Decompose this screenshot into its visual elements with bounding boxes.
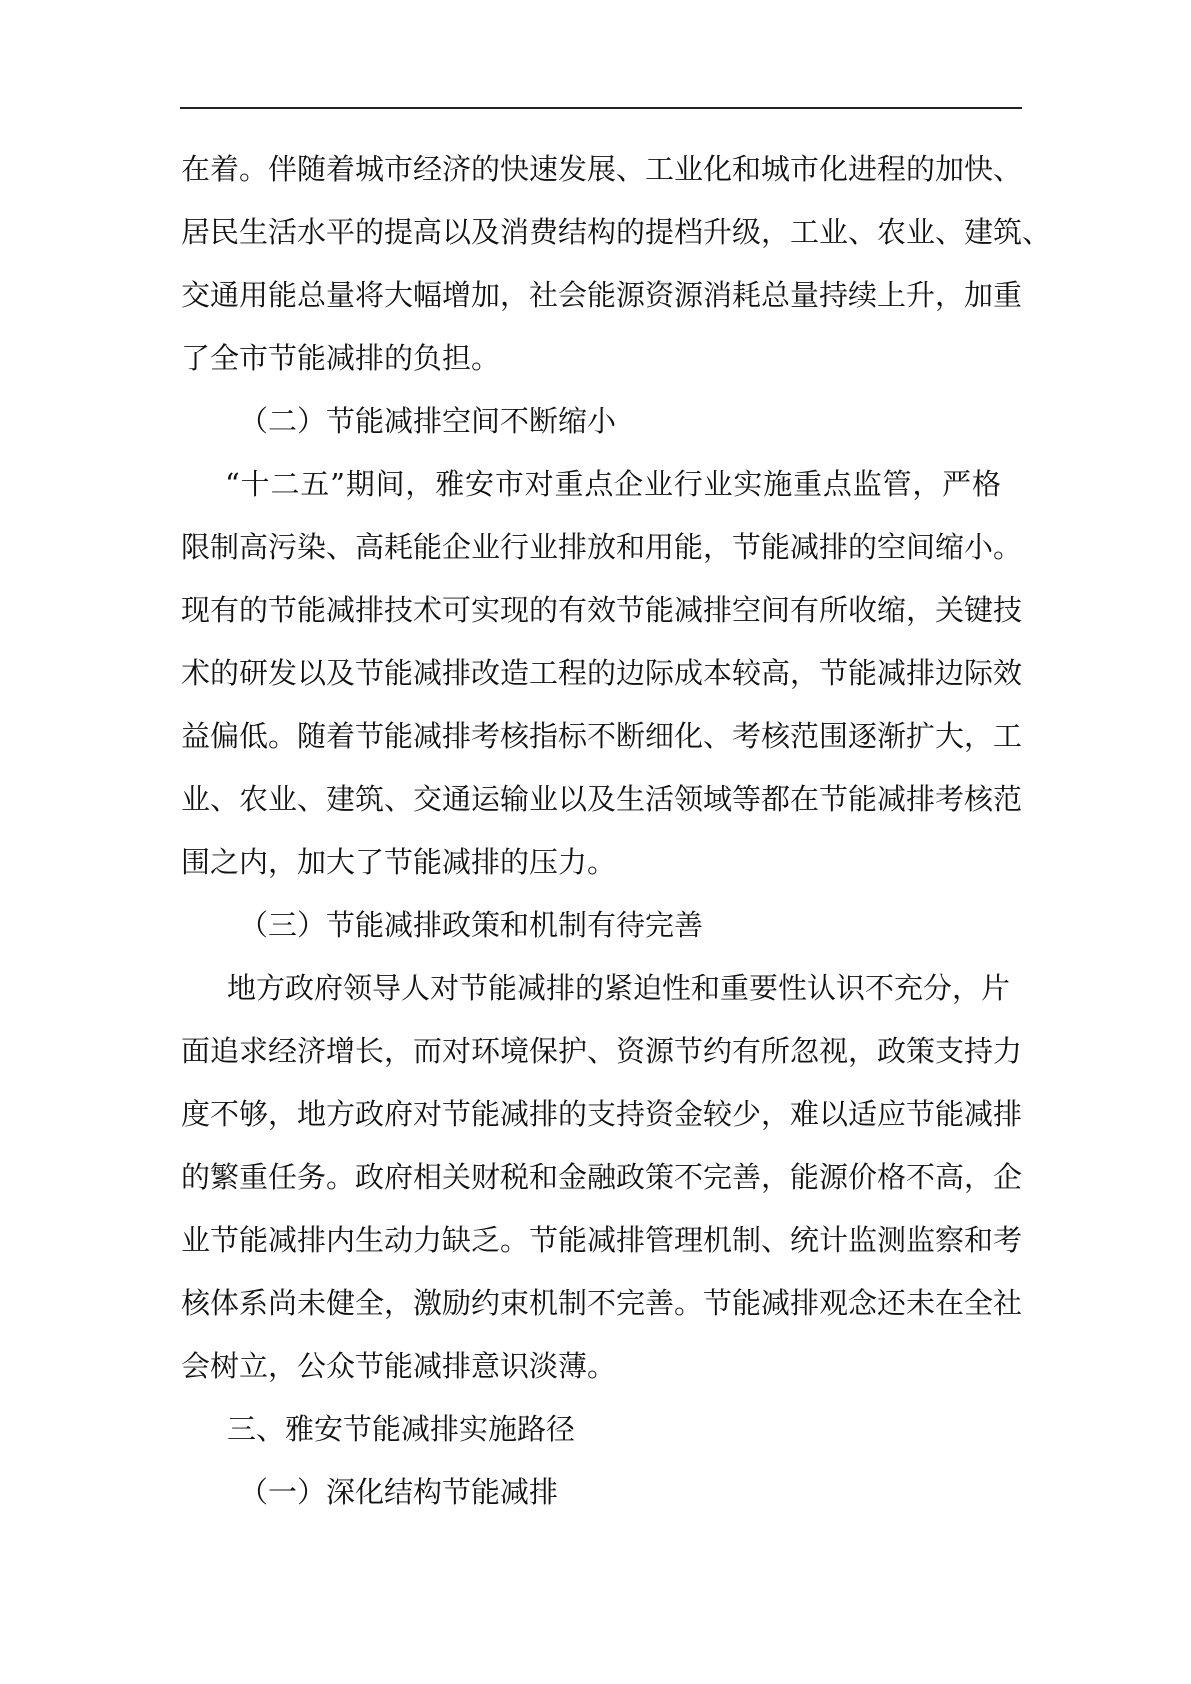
- text-line: 度不够，地方政府对节能减排的支持资金较少，难以适应节能减排: [181, 1097, 1023, 1131]
- text-line: 了全市节能减排的负担。: [181, 341, 501, 375]
- text-line: “十二五”期间，雅安市对重点企业行业实施重点监管，严格: [225, 467, 1001, 501]
- text-line: 核体系尚未健全，激励约束机制不完善。节能减排观念还未在全社: [181, 1286, 1023, 1320]
- text-line: 面追求经济增长，而对环境保护、资源节约有所忽视，政策支持力: [181, 1034, 1023, 1068]
- text-line: 居民生活水平的提高以及消费结构的提档升级，工业、农业、建筑、: [181, 215, 1052, 249]
- text-line: 现有的节能减排技术可实现的有效节能减排空间有所收缩，关键技: [181, 593, 1023, 627]
- page-body: [181, 152, 1052, 1538]
- text-line: 地方政府领导人对节能减排的紧迫性和重要性认识不充分，片: [227, 971, 1011, 1005]
- text-line: 限制高污染、高耗能企业行业排放和用能，节能减排的空间缩小。: [181, 530, 1023, 564]
- text-line: 在着。伴随着城市经济的快速发展、工业化和城市化进程的加快、: [181, 152, 1023, 186]
- chapter-heading-3: 三、雅安节能减排实施路径: [227, 1412, 576, 1446]
- text-line: 的繁重任务。政府相关财税和金融政策不完善，能源价格不高，企: [181, 1160, 1023, 1194]
- text-line: 业节能减排内生动力缺乏。节能减排管理机制、统计监测监察和考: [181, 1223, 1023, 1257]
- section-heading-2: （二）节能减排空间不断缩小: [239, 404, 617, 438]
- paragraph-space-shrinking: [181, 467, 1023, 908]
- section-heading-3: （三）节能减排政策和机制有待完善: [239, 908, 704, 942]
- paragraph-policy-mechanism: [181, 971, 1023, 1412]
- text-line: 围之内，加大了节能减排的压力。: [181, 845, 617, 879]
- section-heading-3-1: （一）深化结构节能减排: [239, 1475, 559, 1509]
- text-line: 益偏低。随着节能减排考核指标不断细化、考核范围逐渐扩大，工: [181, 719, 1023, 753]
- text-line: 交通用能总量将大幅增加，社会能源资源消耗总量持续上升，加重: [181, 278, 1023, 312]
- paragraph-energy-burden: [181, 152, 1052, 404]
- text-line: 会树立，公众节能减排意识淡薄。: [181, 1349, 617, 1383]
- text-line: 术的研发以及节能减排改造工程的边际成本较高，节能减排边际效: [181, 656, 1023, 690]
- header-rule: [180, 107, 1022, 109]
- text-line: 业、农业、建筑、交通运输业以及生活领域等都在节能减排考核范: [181, 782, 1023, 816]
